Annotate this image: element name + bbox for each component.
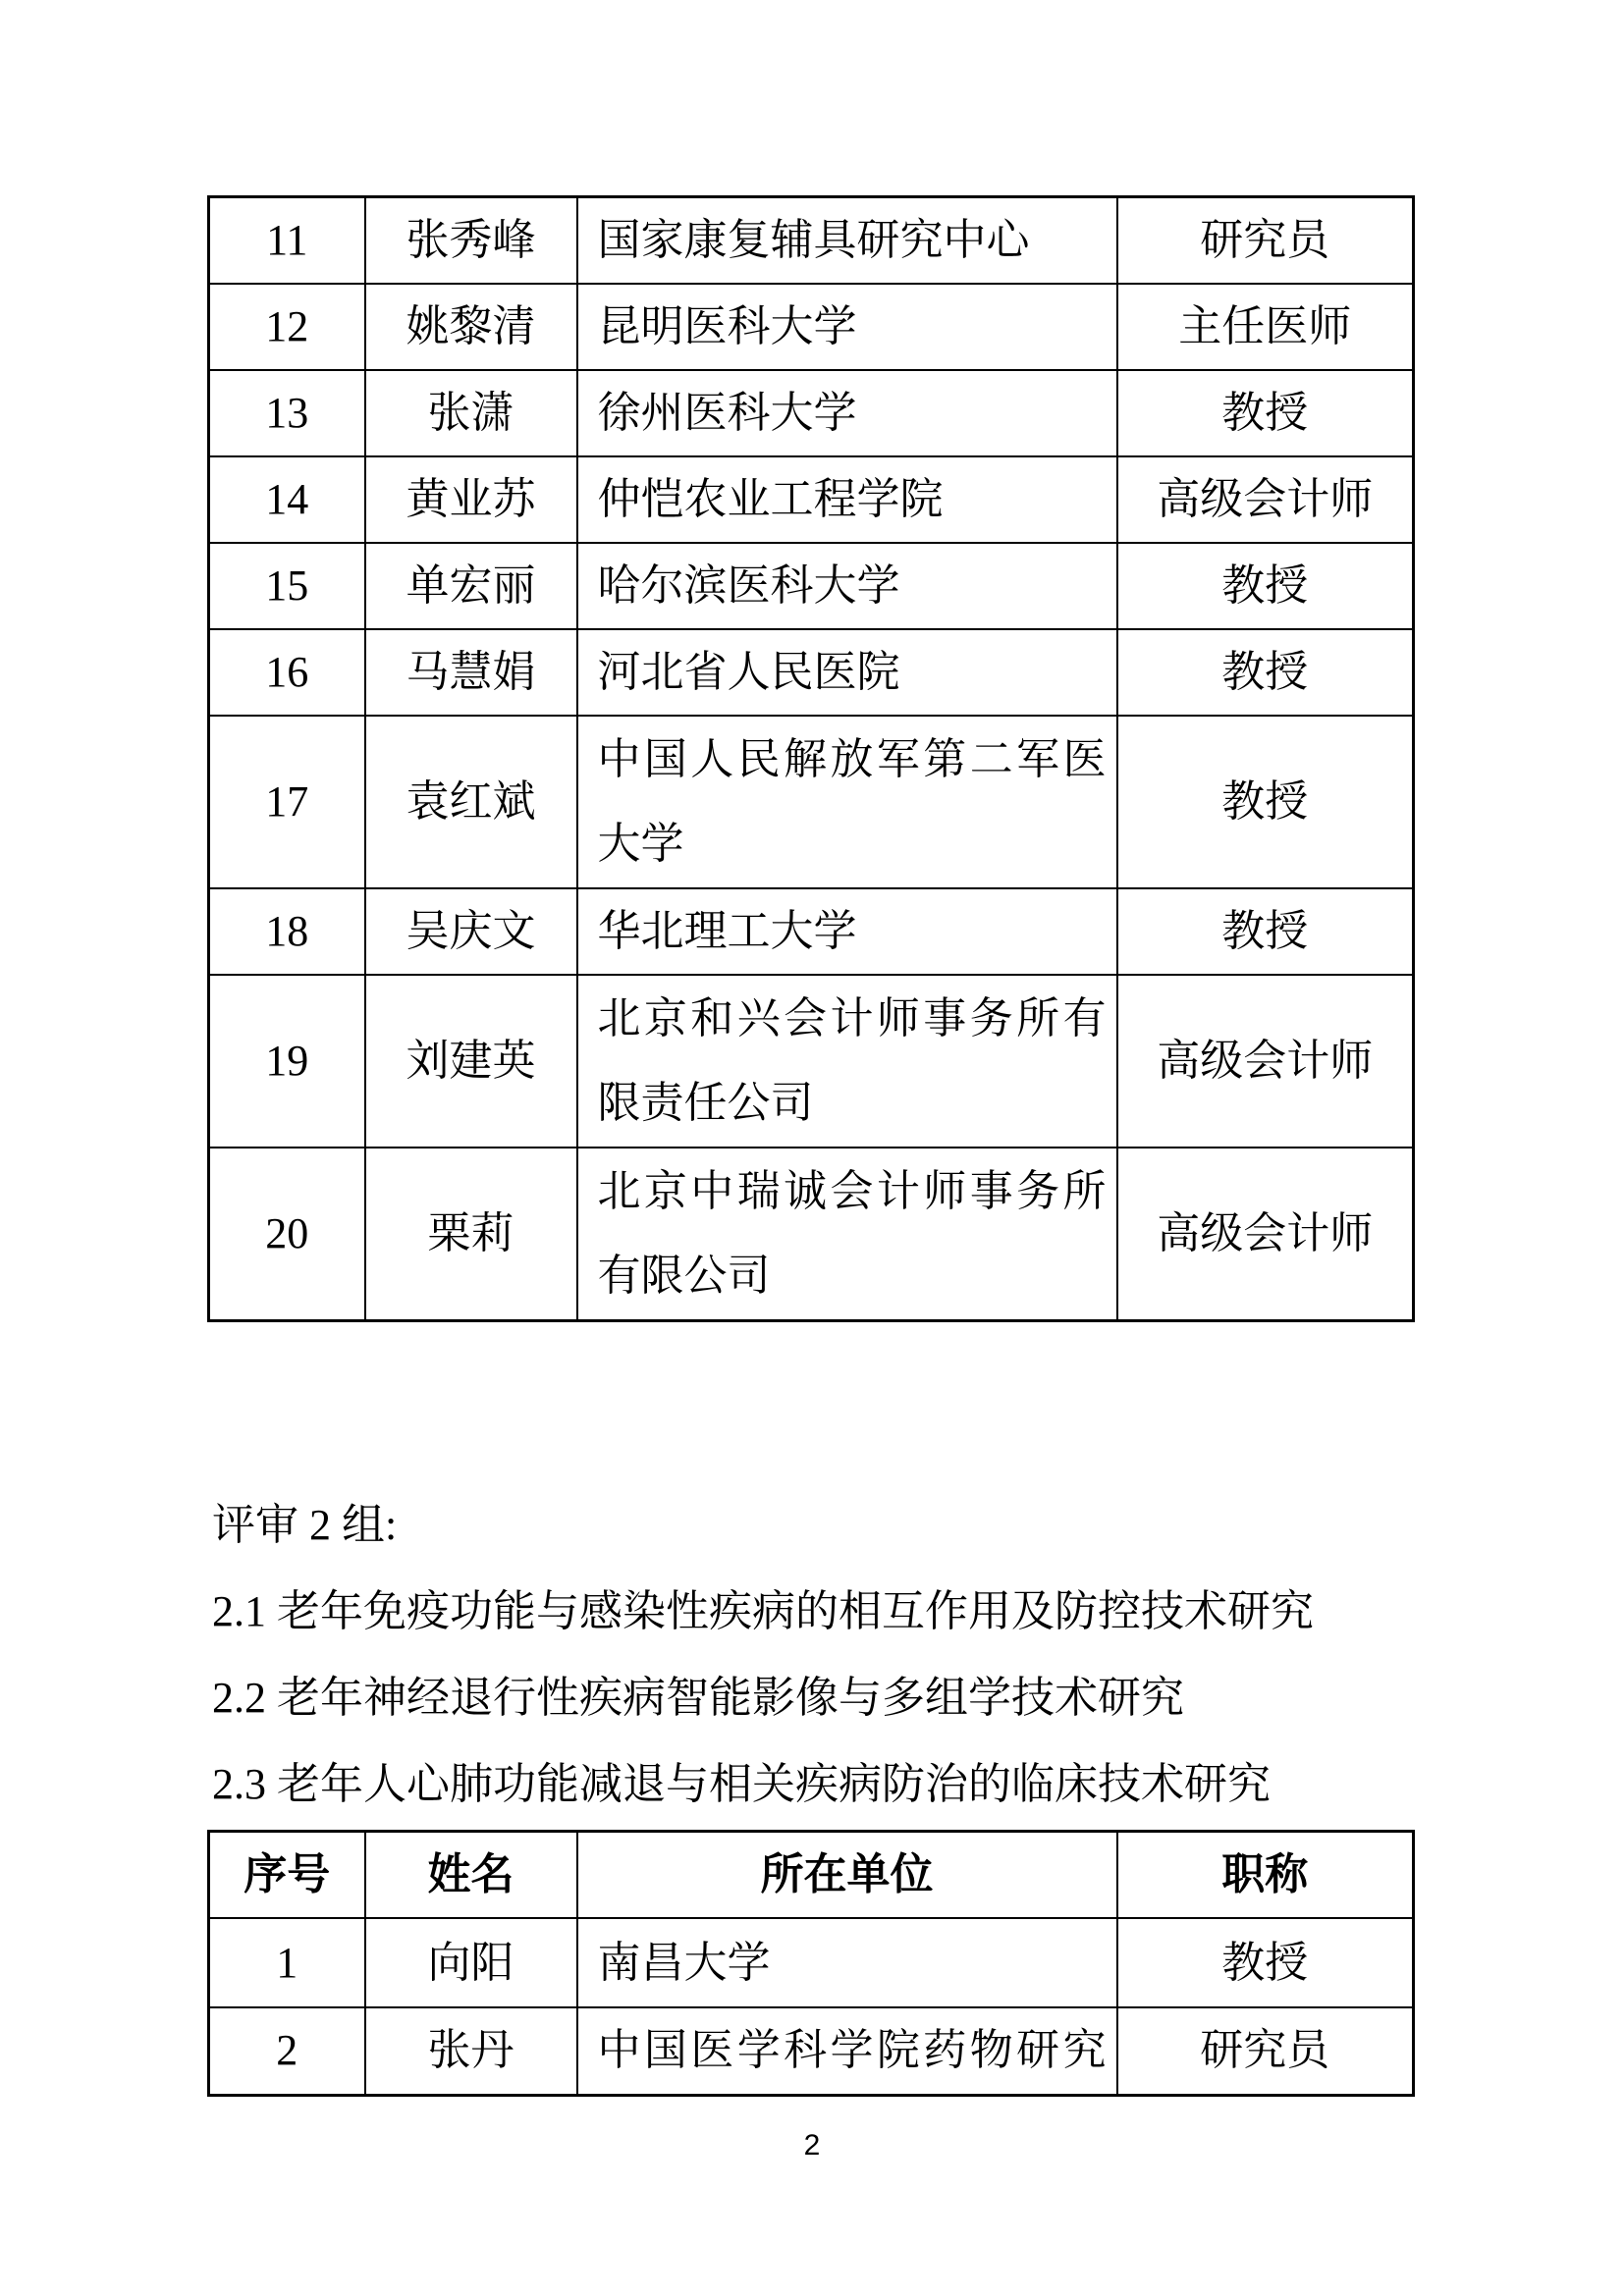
section-item: 2.2 老年神经退行性疾病智能影像与多组学技术研究 bbox=[212, 1674, 1184, 1722]
cell-index: 1 bbox=[209, 1918, 365, 2007]
review-group-2-section bbox=[212, 1482, 1449, 1828]
cell-job-title: 高级会计师 bbox=[1117, 975, 1414, 1148]
header-cell-organization: 所在单位 bbox=[577, 1832, 1117, 1919]
cell-name: 马慧娟 bbox=[365, 629, 577, 716]
section-item: 2.1 老年免疫功能与感染性疾病的相互作用及防控技术研究 bbox=[212, 1587, 1314, 1635]
cell-organization: 徐州医科大学 bbox=[577, 370, 1117, 456]
cell-organization: 北京和兴会计师事务所有限责任公司 bbox=[577, 975, 1117, 1148]
reviewer-table-continued bbox=[207, 195, 1415, 1322]
cell-index: 11 bbox=[209, 197, 365, 285]
cell-name: 刘建英 bbox=[365, 975, 577, 1148]
cell-job-title: 教授 bbox=[1117, 543, 1414, 629]
cell-organization: 国家康复辅具研究中心 bbox=[577, 197, 1117, 285]
reviewer-table-group2 bbox=[207, 1830, 1415, 2097]
cell-organization: 南昌大学 bbox=[577, 1918, 1117, 2007]
cell-index: 12 bbox=[209, 284, 365, 370]
section-heading: 评审 2 组: bbox=[212, 1501, 398, 1549]
table-row bbox=[209, 197, 1414, 285]
cell-job-title: 高级会计师 bbox=[1117, 1148, 1414, 1320]
section-item: 2.3 老年人心肺功能减退与相关疾病防治的临床技术研究 bbox=[212, 1760, 1271, 1808]
cell-name: 张潇 bbox=[365, 370, 577, 456]
table-row bbox=[209, 975, 1414, 1148]
table-row bbox=[209, 629, 1414, 716]
cell-name: 向阳 bbox=[365, 1918, 577, 2007]
cell-index: 2 bbox=[209, 2007, 365, 2095]
table-row bbox=[209, 456, 1414, 543]
cell-organization: 仲恺农业工程学院 bbox=[577, 456, 1117, 543]
cell-index: 18 bbox=[209, 888, 365, 975]
cell-name: 单宏丽 bbox=[365, 543, 577, 629]
header-cell-index: 序号 bbox=[209, 1832, 365, 1919]
cell-job-title: 教授 bbox=[1117, 1918, 1414, 2007]
cell-job-title: 教授 bbox=[1117, 370, 1414, 456]
cell-name: 张秀峰 bbox=[365, 197, 577, 285]
cell-organization: 华北理工大学 bbox=[577, 888, 1117, 975]
cell-name: 吴庆文 bbox=[365, 888, 577, 975]
cell-job-title: 教授 bbox=[1117, 888, 1414, 975]
cell-name: 张丹 bbox=[365, 2007, 577, 2095]
header-cell-name: 姓名 bbox=[365, 1832, 577, 1919]
cell-job-title: 教授 bbox=[1117, 629, 1414, 716]
cell-organization: 北京中瑞诚会计师事务所有限公司 bbox=[577, 1148, 1117, 1320]
header-cell-job-title: 职称 bbox=[1117, 1832, 1414, 1919]
page-number: 2 bbox=[803, 2129, 821, 2162]
table-row bbox=[209, 543, 1414, 629]
cell-index: 19 bbox=[209, 975, 365, 1148]
table-row bbox=[209, 370, 1414, 456]
cell-index: 15 bbox=[209, 543, 365, 629]
cell-job-title: 研究员 bbox=[1117, 197, 1414, 285]
cell-organization: 中国医学科学院药物研究 bbox=[577, 2007, 1117, 2095]
cell-index: 13 bbox=[209, 370, 365, 456]
cell-organization: 中国人民解放军第二军医大学 bbox=[577, 716, 1117, 888]
cell-organization: 哈尔滨医科大学 bbox=[577, 543, 1117, 629]
table-row bbox=[209, 1918, 1414, 2007]
cell-name: 姚黎清 bbox=[365, 284, 577, 370]
table-header-row bbox=[209, 1832, 1414, 1919]
cell-index: 20 bbox=[209, 1148, 365, 1320]
cell-job-title: 高级会计师 bbox=[1117, 456, 1414, 543]
table-row bbox=[209, 716, 1414, 888]
cell-organization: 河北省人民医院 bbox=[577, 629, 1117, 716]
cell-job-title: 研究员 bbox=[1117, 2007, 1414, 2095]
cell-name: 栗莉 bbox=[365, 1148, 577, 1320]
cell-job-title: 教授 bbox=[1117, 716, 1414, 888]
cell-index: 14 bbox=[209, 456, 365, 543]
table-row bbox=[209, 284, 1414, 370]
cell-index: 17 bbox=[209, 716, 365, 888]
table-row bbox=[209, 2007, 1414, 2095]
cell-index: 16 bbox=[209, 629, 365, 716]
cell-job-title: 主任医师 bbox=[1117, 284, 1414, 370]
cell-organization: 昆明医科大学 bbox=[577, 284, 1117, 370]
table-row bbox=[209, 1148, 1414, 1320]
cell-name: 黄业苏 bbox=[365, 456, 577, 543]
cell-name: 袁红斌 bbox=[365, 716, 577, 888]
table-row bbox=[209, 888, 1414, 975]
